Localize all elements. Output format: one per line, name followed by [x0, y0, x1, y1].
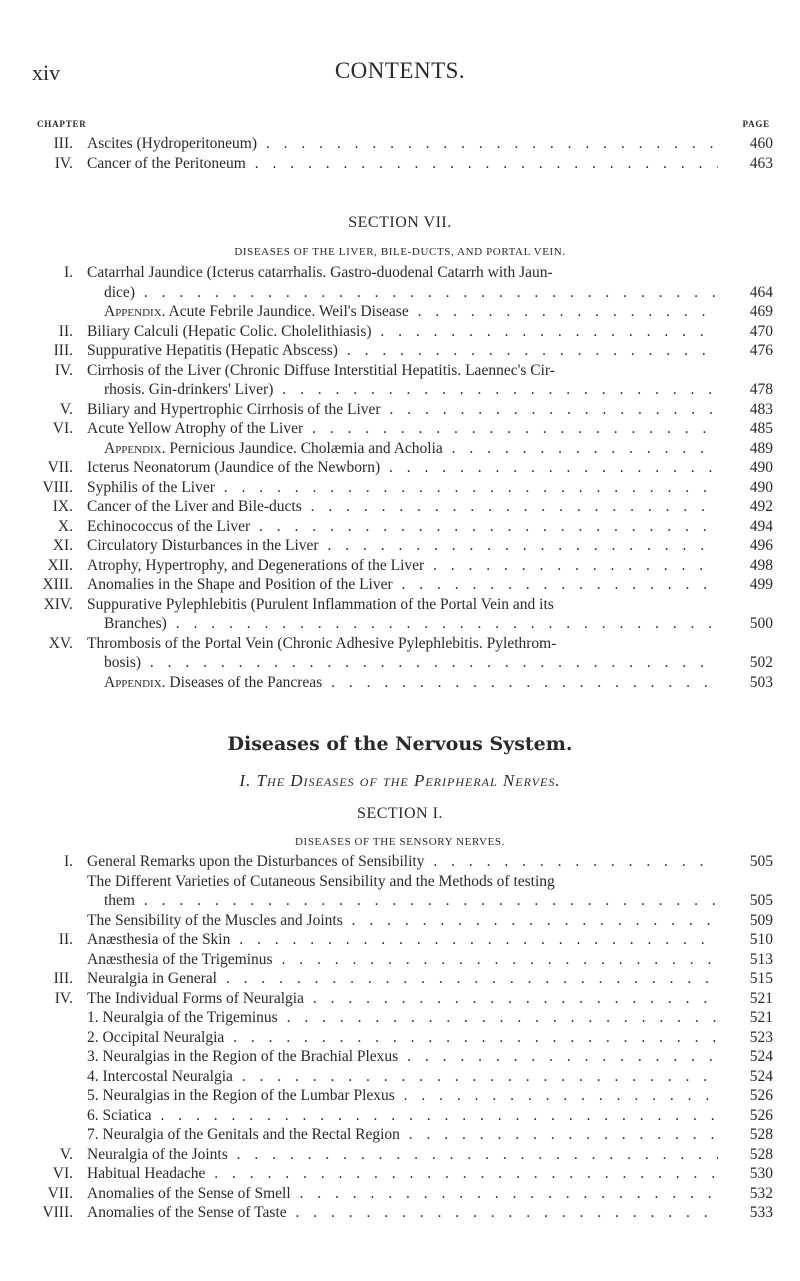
section-vii-subtitle: DISEASES OF THE LIVER, BILE-DUCTS, AND PORTAL VEIN.	[234, 246, 566, 258]
entry-title-wrap	[87, 263, 718, 283]
page-ref: 532	[749, 1184, 773, 1202]
toc-entry	[0, 634, 800, 654]
entry-title-wrap	[87, 1067, 718, 1087]
toc-entry	[0, 1125, 800, 1145]
entry-title-wrap	[87, 1047, 718, 1067]
dot-leader	[257, 135, 718, 152]
running-head: CONTENTS.	[334, 58, 466, 83]
entry-title-wrap	[104, 302, 718, 322]
toc-entry	[0, 134, 800, 154]
page-ref: 500	[749, 615, 773, 632]
toc-entry	[0, 380, 800, 400]
dot-leader	[303, 420, 718, 437]
entry-title: Cancer of the Liver and Bile-ducts	[87, 498, 302, 515]
toc-entry	[0, 497, 800, 517]
entry-title-wrap	[104, 283, 718, 303]
entry-title: Appendix. Diseases of the Pancreas	[104, 673, 323, 691]
page-ref: 470	[749, 322, 773, 340]
page-ref: 502	[749, 654, 773, 671]
dot-leader	[250, 518, 718, 535]
dot-leader	[304, 990, 718, 1007]
entry-title: Circulatory Disturbances in the Liver	[87, 537, 319, 554]
toc-entry	[0, 969, 800, 989]
entry-title-wrap	[87, 1145, 718, 1165]
entry-title: General Remarks upon the Disturbances of Sensibility	[87, 853, 425, 870]
dot-leader	[400, 1126, 718, 1143]
toc-entry	[0, 673, 800, 693]
page-ref: 496	[749, 537, 773, 554]
entry-title: Suppurative Pylephlebitis (Purulent Inflammation of the Portal Vein and its	[87, 595, 554, 613]
chapter-number: X.	[57, 517, 73, 535]
entry-title: 3. Neuralgias in the Region of the Brachial Plexus	[87, 1048, 399, 1065]
dot-leader	[381, 401, 718, 418]
dot-leader	[167, 615, 718, 632]
toc-entry	[0, 361, 800, 381]
dot-leader	[135, 892, 718, 909]
entry-title: 4. Intercostal Neuralgia	[87, 1067, 233, 1085]
dot-leader	[273, 381, 718, 398]
entry-title-wrap	[87, 1106, 718, 1126]
entry-title: Anomalies of the Sense of Taste	[87, 1204, 287, 1221]
section-vii-title: SECTION VII.	[348, 214, 452, 231]
chapter-number: VII.	[47, 459, 73, 476]
chapter-number: III.	[53, 135, 73, 152]
page-ref: 463	[749, 154, 773, 172]
entry-title-wrap	[87, 341, 718, 361]
entry-title: them	[104, 892, 135, 909]
toc-entry	[0, 517, 800, 537]
entry-title: The Individual Forms of Neuralgia	[87, 989, 304, 1007]
entry-title-wrap	[87, 478, 718, 498]
toc-entry	[0, 263, 800, 283]
entry-title-wrap	[87, 1008, 718, 1028]
toc-entry	[0, 575, 800, 595]
dot-leader	[319, 537, 718, 554]
chapter-number: VIII.	[42, 1204, 73, 1221]
entry-title-wrap	[87, 154, 718, 174]
dot-leader	[273, 951, 718, 968]
chapter-number: IV.	[54, 154, 73, 172]
page-ref: 503	[749, 673, 773, 691]
entry-title-wrap	[87, 400, 718, 420]
dot-leader	[278, 1009, 718, 1026]
chapter-number: III.	[53, 342, 73, 359]
entry-title-wrap	[87, 134, 718, 154]
page-ref: 505	[749, 853, 773, 870]
entry-title-wrap	[87, 969, 718, 989]
toc-entry	[0, 1028, 800, 1048]
dot-leader	[409, 303, 718, 320]
page-ref: 526	[749, 1087, 773, 1104]
page-ref: 499	[749, 576, 773, 593]
nervous-system-title: Diseases of the Nervous System.	[227, 733, 573, 755]
toc-entry	[0, 1106, 800, 1126]
entry-title-wrap	[104, 380, 718, 400]
dot-leader	[343, 912, 718, 929]
entry-title: The Different Varieties of Cutaneous Sensibility and the Methods of testing	[87, 872, 555, 890]
page-ref: 489	[749, 439, 773, 457]
toc-entry	[0, 1145, 800, 1165]
entry-title: Biliary Calculi (Hepatic Colic. Cholelithiasis)	[87, 322, 372, 340]
entry-title-wrap	[87, 911, 718, 931]
toc-entry	[0, 536, 800, 556]
entry-title: Ascites (Hydroperitoneum)	[87, 135, 258, 152]
toc-entry	[0, 1067, 800, 1087]
entry-title: Syphilis of the Liver	[87, 478, 215, 496]
chapter-number: XIII.	[42, 576, 73, 593]
entry-title-wrap	[87, 361, 718, 381]
toc-entry	[0, 419, 800, 439]
entry-title: rhosis. Gin-drinkers' Liver)	[104, 381, 274, 398]
toc-list-top	[0, 134, 800, 173]
toc-entry	[0, 478, 800, 498]
page-ref: 515	[749, 970, 773, 987]
page-ref: 524	[749, 1048, 773, 1065]
entry-title-wrap	[104, 614, 718, 634]
entry-title: Biliary and Hypertrophic Cirrhosis of the Liver	[87, 400, 381, 418]
chapter-number: V.	[59, 1145, 73, 1163]
entry-title-wrap	[87, 1086, 718, 1106]
entry-title: Atrophy, Hypertrophy, and Degenerations of the Liver	[87, 556, 425, 574]
entry-title-wrap	[87, 536, 718, 556]
toc-entry	[0, 1203, 800, 1223]
dot-leader	[152, 1107, 718, 1124]
chapter-number: II.	[58, 322, 73, 340]
section-i-title: SECTION I.	[357, 805, 443, 822]
page-ref: 510	[749, 931, 773, 948]
entry-title: Anomalies in the Shape and Position of the Liver	[87, 576, 393, 593]
entry-title: Acute Yellow Atrophy of the Liver	[87, 420, 304, 437]
chapter-number: IV.	[54, 361, 73, 379]
entry-title: bosis)	[104, 654, 142, 671]
entry-title-wrap	[87, 634, 718, 654]
entry-title-wrap	[87, 497, 718, 517]
page-ref: 492	[749, 498, 773, 515]
dot-leader	[395, 1087, 718, 1104]
entry-title-wrap	[87, 1203, 718, 1223]
toc-entry	[0, 283, 800, 303]
entry-title: 6. Sciatica	[87, 1106, 152, 1124]
toc-entry	[0, 930, 800, 950]
entry-title: 7. Neuralgia of the Genitals and the Rectal Region	[87, 1126, 400, 1143]
chapter-number: VI.	[52, 420, 73, 437]
page-ref: 509	[749, 911, 773, 929]
entry-title: dice)	[104, 283, 135, 301]
entry-title: Cancer of the Peritoneum	[87, 154, 246, 172]
chapter-number: I.	[63, 853, 73, 870]
page-ref: 505	[749, 892, 773, 909]
dot-leader	[398, 1048, 718, 1065]
entry-title-wrap	[87, 322, 718, 342]
entry-title-wrap	[87, 1164, 718, 1184]
chapter-number: VI.	[52, 1165, 73, 1182]
page-ref: 460	[749, 135, 773, 152]
dot-leader	[338, 342, 718, 359]
page-ref: 513	[749, 950, 773, 968]
entry-title-wrap	[87, 595, 718, 615]
page-ref: 521	[749, 1009, 773, 1026]
toc-entry	[0, 322, 800, 342]
toc-entry	[0, 1164, 800, 1184]
toc-entry	[0, 302, 800, 322]
entry-title: Catarrhal Jaundice (Icterus catarrhalis. Gastro-duodenal Catarrh with Jaun-	[87, 264, 553, 281]
chapter-number: IX.	[52, 498, 73, 515]
entry-title: Echinococcus of the Liver	[87, 517, 251, 535]
entry-title-wrap	[104, 673, 718, 693]
entry-title-wrap	[87, 852, 718, 872]
entry-title: Appendix. Acute Febrile Jaundice. Weil's Disease	[104, 303, 409, 320]
dot-leader	[443, 440, 718, 457]
entry-title: Cirrhosis of the Liver (Chronic Diffuse Interstitial Hepatitis. Laennec's Cir-	[87, 361, 555, 379]
dot-leader	[135, 284, 718, 301]
toc-entry	[0, 1047, 800, 1067]
dot-leader	[246, 155, 718, 172]
dot-leader	[233, 1068, 718, 1085]
entry-title-wrap	[87, 419, 718, 439]
toc-entry	[0, 556, 800, 576]
entry-title: Anæsthesia of the Skin	[87, 931, 231, 948]
entry-title: 2. Occipital Neuralgia	[87, 1028, 225, 1046]
entry-title-wrap	[104, 891, 718, 911]
entry-title: Neuralgia in General	[87, 970, 217, 987]
section-i-subtitle: DISEASES OF THE SENSORY NERVES.	[295, 836, 505, 848]
entry-title: Appendix. Pernicious Jaundice. Cholæmia and Acholia	[104, 439, 443, 457]
page-ref: 526	[749, 1106, 773, 1124]
page-ref: 530	[749, 1165, 773, 1182]
entry-title-wrap	[87, 458, 718, 478]
dot-leader	[393, 576, 718, 593]
toc-entry	[0, 1086, 800, 1106]
chapter-number: XIV.	[43, 595, 73, 613]
toc-list-section-i	[0, 852, 800, 1223]
entry-title: The Sensibility of the Muscles and Joints	[87, 911, 343, 929]
entry-title-wrap	[104, 439, 718, 459]
dot-leader	[291, 1185, 718, 1202]
entry-title: Neuralgia of the Joints	[87, 1145, 228, 1163]
entry-title: Thrombosis of the Portal Vein (Chronic Adhesive Pylephlebitis. Pylethrom-	[87, 634, 557, 652]
toc-entry	[0, 950, 800, 970]
page-ref: 464	[749, 283, 773, 301]
chapter-number: V.	[59, 400, 73, 418]
page-ref: 521	[749, 989, 773, 1007]
entry-title-wrap	[87, 872, 718, 892]
toc-entry	[0, 595, 800, 615]
entry-title-wrap	[87, 950, 718, 970]
toc-entry	[0, 458, 800, 478]
entry-title-wrap	[87, 517, 718, 537]
entry-title: Icterus Neonatorum (Jaundice of the Newborn)	[87, 459, 381, 476]
page-ref: 478	[749, 381, 773, 398]
entry-title-wrap	[87, 556, 718, 576]
page-ref: 490	[749, 459, 773, 476]
dot-leader	[224, 1029, 718, 1046]
entry-title: Habitual Headache	[87, 1165, 206, 1182]
page-ref: 494	[749, 517, 773, 535]
entry-title-wrap	[87, 1125, 718, 1145]
toc-entry	[0, 1008, 800, 1028]
chapter-number: XI.	[52, 537, 73, 554]
toc-entry	[0, 891, 800, 911]
toc-entry	[0, 852, 800, 872]
dot-leader	[424, 557, 718, 574]
dot-leader	[287, 1204, 718, 1221]
entry-title-wrap	[87, 930, 718, 950]
chapter-number: IV.	[54, 989, 73, 1007]
page-ref: 528	[749, 1126, 773, 1143]
chapter-number: VII.	[47, 1184, 73, 1202]
page-ref: 469	[749, 303, 773, 320]
chapter-number: I.	[63, 264, 73, 281]
toc-entry	[0, 614, 800, 634]
dot-leader	[380, 459, 718, 476]
page-ref: 524	[749, 1067, 773, 1085]
chapter-number: VIII.	[42, 478, 73, 496]
entry-title-wrap	[87, 575, 718, 595]
chapter-number: XV.	[48, 634, 73, 652]
entry-title-wrap	[87, 989, 718, 1009]
page-ref: 533	[749, 1204, 773, 1221]
toc-entry	[0, 400, 800, 420]
entry-title: 1. Neuralgia of the Trigeminus	[87, 1009, 278, 1026]
chapter-number: II.	[58, 931, 73, 948]
chapter-number: III.	[53, 970, 73, 987]
dot-leader	[230, 931, 718, 948]
toc-entry	[0, 154, 800, 174]
page-ref: 490	[749, 478, 773, 496]
entry-title: Anomalies of the Sense of Smell	[87, 1184, 291, 1202]
dot-leader	[372, 323, 718, 340]
entry-title-wrap	[87, 1028, 718, 1048]
dot-leader	[141, 654, 718, 671]
entry-title: Suppurative Hepatitis (Hepatic Abscess)	[87, 342, 338, 359]
page-ref: 528	[749, 1145, 773, 1163]
page-header	[24, 58, 776, 88]
dot-leader	[322, 674, 718, 691]
entry-title: Anæsthesia of the Trigeminus	[87, 950, 273, 968]
page-ref: 523	[749, 1028, 773, 1046]
page-ref: 485	[749, 420, 773, 437]
dot-leader	[217, 970, 718, 987]
toc-entry	[0, 872, 800, 892]
toc-entry	[0, 653, 800, 673]
entry-title-wrap	[87, 1184, 718, 1204]
page-column-header: PAGE	[742, 119, 770, 129]
entry-title: Branches)	[104, 615, 167, 632]
dot-leader	[302, 498, 718, 515]
dot-leader	[228, 1146, 718, 1163]
chapter-column-header: CHAPTER	[37, 119, 87, 129]
page-ref: 483	[749, 400, 773, 418]
toc-entry	[0, 341, 800, 361]
part-title: I. The Diseases of the Peripheral Nerves.	[239, 771, 561, 790]
toc-entry	[0, 911, 800, 931]
entry-title: 5. Neuralgias in the Region of the Lumbar Plexus	[87, 1087, 395, 1104]
entry-title-wrap	[104, 653, 718, 673]
dot-leader	[424, 853, 718, 870]
dot-leader	[205, 1165, 718, 1182]
toc-entry	[0, 439, 800, 459]
page-ref: 476	[749, 342, 773, 359]
page-number: xiv	[32, 60, 61, 85]
chapter-number: XII.	[47, 556, 73, 574]
toc-list-section-vii	[0, 263, 800, 692]
toc-entry	[0, 989, 800, 1009]
page-ref: 498	[749, 556, 773, 574]
toc-entry	[0, 1184, 800, 1204]
dot-leader	[215, 479, 718, 496]
